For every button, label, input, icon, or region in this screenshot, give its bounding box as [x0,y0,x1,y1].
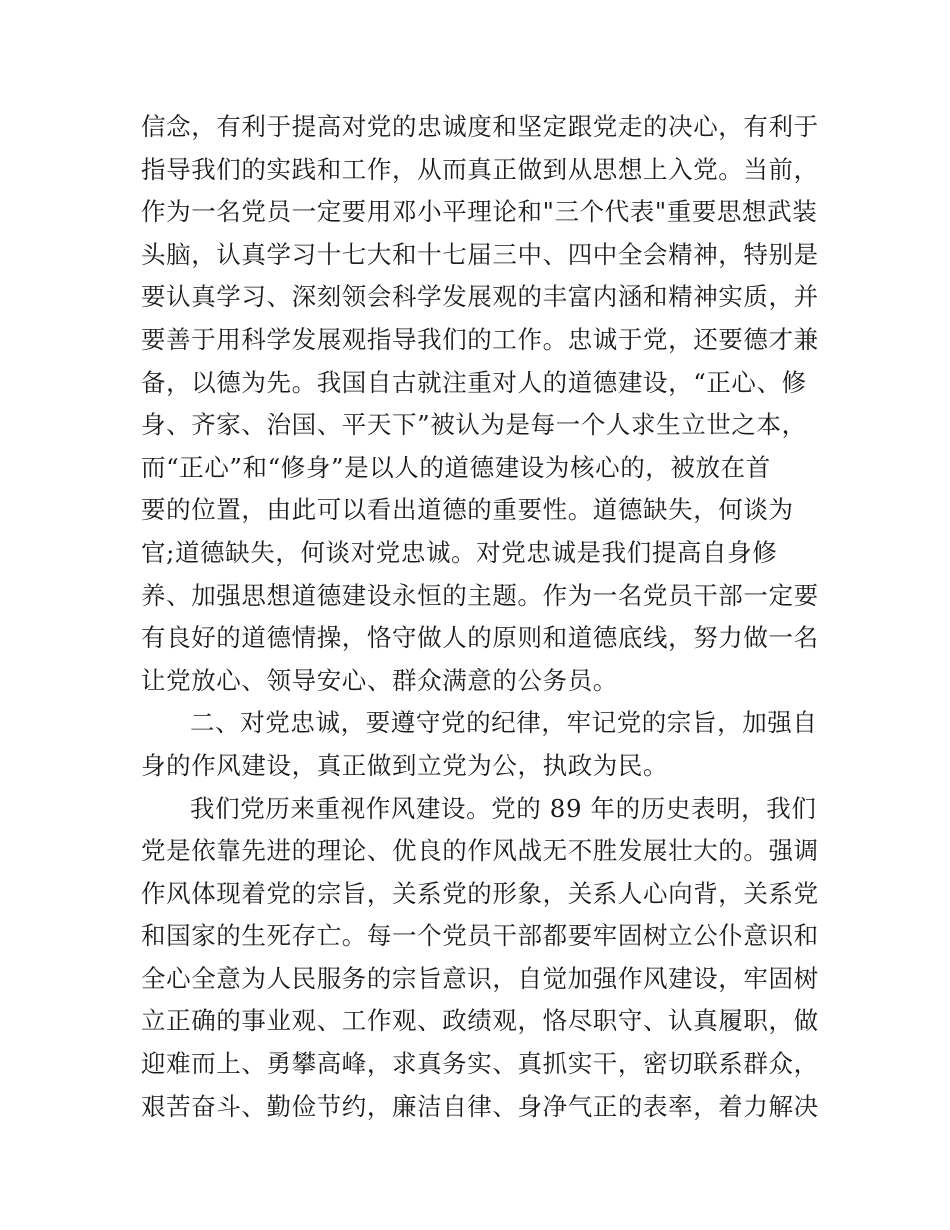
text-line: 党是依靠先进的理论、优良的作风战无不胜发展壮大的。强调 [141,836,819,866]
text-line: 要认真学习、深刻领会科学发展观的丰富内涵和精神实质，并 [141,282,819,312]
paragraph-start-line: 我们党历来重视作风建设。党的 89 年的历史表明，我们 [190,793,817,823]
text-line: 有良好的道德情操，恪守做人的原则和道德底线，努力做一名 [141,623,819,653]
text-line: 信念，有利于提高对党的忠诚度和坚定跟党走的决心，有利于 [141,112,819,141]
text-line: 备，以德为先。我国自古就注重对人的道德建设，“正心、修 [141,367,807,397]
text-line: 指导我们的实践和工作，从而真正做到从思想上入党。当前， [141,154,819,184]
text-line: 头脑，认真学习十七大和十七届三中、四中全会精神，特别是 [141,239,819,269]
section-heading-line: 二、对党忠诚，要遵守党的纪律，牢记党的宗旨，加强自 [190,708,818,738]
text-line: 身的作风建设，真正做到立党为公，执政为民。 [141,750,669,780]
text-line: 和国家的生死存亡。每一个党员干部都要牢固树立公仆意识和 [141,921,819,951]
text-line: 艰苦奋斗、勤俭节约，廉洁自律、身净气正的表率，着力解决 [141,1091,819,1121]
text-line: 作风体现着党的宗旨，关系党的形象，关系人心向背，关系党 [141,878,819,908]
text-line: 作为一名党员一定要用邓小平理论和"三个代表"重要思想武装 [141,197,818,227]
text-line: 要善于用科学发展观指导我们的工作。忠诚于党，还要德才兼 [141,324,819,354]
text-line: 全心全意为人民服务的宗旨意识，自觉加强作风建设，牢固树 [141,963,819,993]
text-line: 让党放心、领导安心、群众满意的公务员。 [141,665,618,695]
text-line: 而“正心”和“修身”是以人的道德建设为核心的，被放在首 [141,452,771,482]
body-text [141,106,821,1128]
text-line: 迎难而上、勇攀高峰，求真务实、真抓实干，密切联系群众， [141,1049,819,1079]
text-line: 官;道德缺失，何谈对党忠诚。对党忠诚是我们提高自身修 [141,537,778,567]
text-line: 身、齐家、治国、平天下”被认为是每一个人求生立世之本， [141,410,807,440]
text-line: 要的位置，由此可以看出道德的重要性。道德缺失，何谈为 [141,495,794,525]
text-line: 养、加强思想道德建设永恒的主题。作为一名党员干部一定要 [141,580,819,610]
text-line: 立正确的事业观、工作观、政绩观，恪尽职守、认真履职，做 [141,1006,819,1036]
